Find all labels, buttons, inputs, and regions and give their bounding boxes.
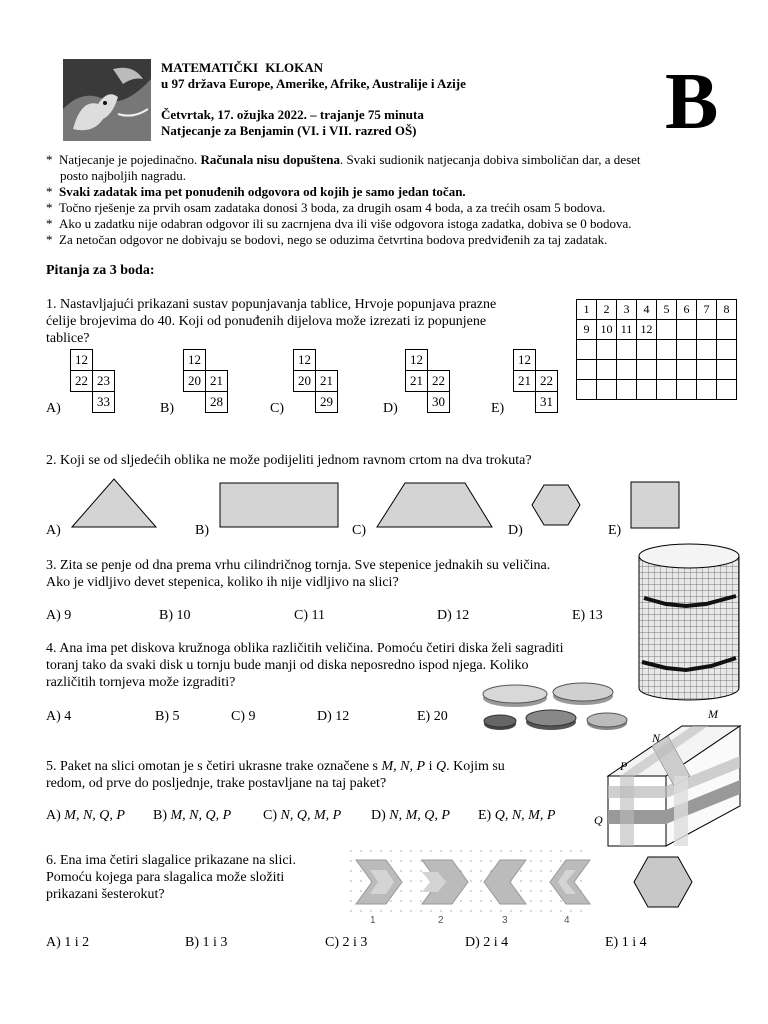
q1-a-mid-right: 23 [92,370,115,392]
q1-option-a-label[interactable]: A) [46,401,61,416]
q1-a-mid-left: 22 [70,370,93,392]
piece-label-4: 4 [564,915,570,926]
q3-option-d[interactable]: D) 12 [437,608,470,623]
category-letter: B [665,58,719,146]
q1-option-d-label[interactable]: D) [383,401,398,416]
q3-text: 3. Zita se penje od dna prema vrhu cilindričnog tornja. Sve stepenice jednakih su veličina. Ako je vidljivo devet stepenica, koliko ih nije vidljivo na slici? [46,558,551,590]
piece-label-3: 3 [502,915,508,926]
q4-option-c[interactable]: C) 9 [231,709,256,724]
q4-text: 4. Ana ima pet diskova kružnoga oblika različitih veličina. Pomoću četiri diska želi sagraditi toranj tako da svaki disk u tornju bude manji od diska neposredno ispod njega. Koliko različitih tornjeva može izgraditi? [46,641,564,690]
cylinder-tower [636,542,742,702]
triangle-shape [72,479,156,527]
q2-option-b[interactable]: B) [195,523,209,538]
rule-item: * Za netočan odgovor ne dobivaju se bodovi, nego se oduzima četvrtina bodova predviđenih za taj zadatak. [46,232,608,247]
header-date: Četvrtak, 17. ožujka 2022. – trajanje 75 minuta [161,107,424,122]
q1-c-top: 12 [293,349,316,371]
q1-a-top: 12 [70,349,93,371]
piece-label-1: 1 [370,915,376,926]
q1-d-top: 12 [405,349,428,371]
tape-label-q: Q [594,813,603,827]
q1-c-bottom: 29 [315,391,338,413]
q2-option-c[interactable]: C) [352,523,366,538]
table-row: 9 10 11 12 [577,320,737,340]
q3-option-e[interactable]: E) 13 [572,608,603,623]
rule-item: * Natjecanje je pojedinačno. Računala nisu dopuštena. Svaki sudionik natjecanja dobiva simboličan dar, a deset [46,152,641,167]
q1-e-top: 12 [513,349,536,371]
q2-option-d[interactable]: D) [508,523,523,538]
q4-option-a[interactable]: A) 4 [46,709,72,724]
q3-option-a[interactable]: A) 9 [46,608,72,623]
q1-c-mid-right: 21 [315,370,338,392]
rule-item: * Ako u zadatku nije odabran odgovor ili su zacrnjena dva ili više odgovora istoga zadatka, dobiva se 0 bodova. [46,216,632,231]
q5-option-c[interactable]: C) N, Q, M, P [263,808,342,823]
hexagon-target [634,857,692,907]
q3-option-b[interactable]: B) 10 [159,608,191,623]
q6-option-b[interactable]: B) 1 i 3 [185,935,228,950]
q6-option-e[interactable]: E) 1 i 4 [605,935,647,950]
tape-label-n: N [652,731,661,745]
tape-label-p: P [620,759,628,773]
hexagon-shape [532,485,580,525]
q6-option-d[interactable]: D) 2 i 4 [465,935,509,950]
header-title: MATEMATIČKI KLOKAN [161,60,324,75]
q6-option-c[interactable]: C) 2 i 3 [325,935,368,950]
q1-a-bottom: 33 [92,391,115,413]
trapezoid-shape [377,483,492,527]
kangaroo-logo [63,59,151,141]
q2-option-a[interactable]: A) [46,523,61,538]
q1-option-b-label[interactable]: B) [160,401,174,416]
rule-item: * Svaki zadatak ima pet ponuđenih odgovora od kojih je samo jedan točan. [46,184,466,199]
q5-option-a[interactable]: A) M, N, Q, P [46,808,125,823]
q4-option-d[interactable]: D) 12 [317,709,350,724]
header-category: Natjecanje za Benjamin (VI. i VII. razred OŠ) [161,123,417,138]
header-subtitle: u 97 država Europe, Amerike, Afrike, Australije i Azije [161,76,466,91]
rectangle-shape [220,483,338,527]
q1-c-mid-left: 20 [293,370,316,392]
piece-label-2: 2 [438,915,444,926]
q4-option-b[interactable]: B) 5 [155,709,180,724]
q5-option-b[interactable]: B) M, N, Q, P [153,808,232,823]
square-shape [631,482,679,528]
puzzle-pieces [350,850,720,930]
q5-text: 5. Paket na slici omotan je s četiri ukrasne trake označene s M, N, P i Q. Kojim su redom, od prve do posljednje, trake postavljane na taj paket? [46,759,505,791]
table-row: 1 2 3 4 5 6 7 8 [577,300,737,320]
q2-shapes [46,475,746,535]
q3-option-c[interactable]: C) 11 [294,608,325,623]
q1-e-bottom: 31 [535,391,558,413]
table-row [577,340,737,360]
tape-label-m: M [708,707,718,721]
q1-e-mid-right: 22 [535,370,558,392]
q1-b-top: 12 [183,349,206,371]
q6-option-a[interactable]: A) 1 i 2 [46,935,90,950]
q1-option-e-label[interactable]: E) [491,401,505,416]
q1-b-bottom: 28 [205,391,228,413]
table-row [577,360,737,380]
rules-list [46,152,736,248]
q1-b-mid-left: 20 [183,370,206,392]
q1-d-mid-left: 21 [405,370,428,392]
q1-b-mid-right: 21 [205,370,228,392]
q6-text: 6. Ena ima četiri slagalice prikazane na slici. Pomoću kojega para slagalica može složiti prikazani šesterokut? [46,853,296,902]
q2-text: 2. Koji se od sljedećih oblika ne može podijeliti jednom ravnom crtom na dva trokuta? [46,453,532,468]
q4-option-e[interactable]: E) 20 [417,709,448,724]
q1-text: 1. Nastavljajući prikazani sustav popunjavanja tablice, Hrvoje popunjava prazne ćelije brojevima do 40. Koji od ponuđenih dijelova može izrezati iz popunjene tablice? [46,297,497,346]
section-title: Pitanja za 3 boda: [46,263,155,278]
q5-option-d[interactable]: D) N, M, Q, P [371,808,450,823]
table-row [577,380,737,400]
rule-item-cont: posto najboljih nagradu. [60,168,187,183]
q1-e-mid-left: 21 [513,370,536,392]
q1-d-bottom: 30 [427,391,450,413]
q1-option-c-label[interactable]: C) [270,401,284,416]
package-illustration [590,706,750,851]
q1-d-mid-right: 22 [427,370,450,392]
q1-table [576,299,737,400]
q5-option-e[interactable]: E) Q, N, M, P [478,808,556,823]
rule-item: * Točno rješenje za prvih osam zadataka donosi 3 boda, za drugih osam 4 boda, a za trećih osam 5 bodova. [46,200,606,215]
q2-option-e[interactable]: E) [608,523,622,538]
